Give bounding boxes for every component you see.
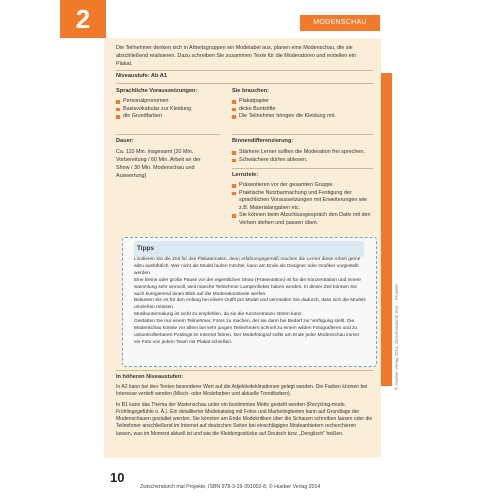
footer-credit: Zwischendurch mal Projekte, ISBN 978-3-19-391002-8, © Hueber Verlag 2014 xyxy=(140,484,321,490)
needs-heading: Sie brauchen: xyxy=(232,88,269,94)
needs-list xyxy=(232,98,372,121)
divider xyxy=(232,168,373,169)
prereq-heading: Sprachliche Voraussetzungen: xyxy=(116,88,198,94)
differentiation-list xyxy=(232,149,372,164)
side-credit: © Hueber Verlag 2014, Zwischendurch mal ... Projekte xyxy=(394,284,399,390)
goals-heading: Lernziele: xyxy=(232,172,259,178)
differentiation-heading: Binnendifferenzierung: xyxy=(232,138,294,144)
list-item: Praktische Nutzbarmachung und Festigung der sprachlichen Voraussetzungen mit Erweiterungen wie z.B. Materialangaben etc. xyxy=(232,190,372,213)
list-item: Sie können beim Abschlussgespräch den Dativ mit den Verben stehen und passen üben. xyxy=(232,212,372,227)
list-item: die Grundfarben xyxy=(116,113,226,121)
tips-text: Limitieren Sie die Zeit für das Plakatemalen, denn erfahrungsgemäß machen die Lerner diese Arbeit gerne allzu ausführlich. Wer nicht als Model laufen möchte, kann am Ende als Designer oder Grafiker vorgestellt werden. Eine kleine oder große Pause vor der eigentlichen Show (Präsentation) ist für die Konzentration und innere Sammlung sehr sinnvoll, weil manche Teilnehmer Lampenfieber haben werden. In dieser Zeit können Sie auch korrigierend einen Blick auf die Moderationstexte werfen. Belassen Sie es für den Anfang bei einem Outfit pro Model und vermeiden Sie dadurch, dass sich die Models umziehen müssen. Musikuntermalung ist nicht zu empfehlen, da sie die Konzentration stören kann. Gestatten Sie nur einem Teilnehmer, Fotos zu machen, der sie dann bei Bedarf zur Verfügung stellt. Die Modenschau könnte vor allem bei sehr jungen Teilnehmern schnell zu einem wilden Fotografieren und zu unkontrollierbaren Postings im Internet führen. Der Modefotograf sollte am Ende jeder Modenschau immer ein Foto von jedem Team mit Plakat schießen. xyxy=(134,257,366,345)
divider xyxy=(116,370,373,371)
divider xyxy=(116,83,373,84)
duration-text: Ca. 110 Min. insgesamt (20 Min. Vorbereitung / 60 Min. Arbeit an der Show / 30 Min. Modenschau und Auswertung) xyxy=(116,149,201,179)
list-item: Plakatpapier xyxy=(232,98,372,106)
divider xyxy=(116,134,220,135)
intro-text: Die Teilnehmer denken sich in Arbeitsgruppen ein Modelabel aus, planen eine Modenschau, die sie abschließend realisieren. Dazu schreiben Sie zusammen Texte für die Moderatoren und erstellen ein Plakat. xyxy=(116,45,356,67)
prereq-list xyxy=(116,98,226,121)
higher-levels-text: In A2 kann bei den Texten besonderer Wert auf die Adjektivdeklinationen gelegt werden. Die Farben können bei Interesse vertieft werden (Misch- oder Modefarben und aktuelle Trendfarben). In B1 kann das Thema der Modenschau unter ein bestimmtes Motto gestellt werden (Recycling-mode, Frühlingsgefühle o. Ä.). Ein detaillierter Modekatalog mit Fotos und Marketingtexten kann auf Grundlage der Modenschauen gestaltet werden. Sie könnten am Ende Modekritiken über die Schauen schreiben lassen oder die Teilnehmer anschließend im Internet auf deutschen Seiten bei einschlägigen Modeanbietern recherchieren lassen, was im Moment aktuell ist und wie die Kleidungsstücke auf Deutsch bzw. „Denglisch" heißen. xyxy=(116,384,373,437)
goals-list xyxy=(232,182,372,228)
sidebar-strip xyxy=(381,73,392,386)
section-label: MODENSCHAU xyxy=(300,15,380,31)
list-item: Basisvokabular zur Kleidung xyxy=(116,106,226,114)
list-item: Die Teilnehmer bringen die Kleidung mit. xyxy=(232,113,372,121)
tips-heading: Tipps xyxy=(137,245,154,252)
list-item: Personalpronomen xyxy=(116,98,226,106)
level-heading: Niveaustufe: Ab A1 xyxy=(116,73,167,79)
list-item: dicke Buntstifte xyxy=(232,106,372,114)
list-item: Stärkere Lerner sollten die Moderation frei sprechen. xyxy=(232,149,372,157)
divider xyxy=(232,134,373,135)
list-item: Präsentieren vor der gesamten Gruppe. xyxy=(232,182,372,190)
higher-levels-heading: In höheren Niveaustufen: xyxy=(116,374,184,380)
list-item: Schwächere dürfen ablesen. xyxy=(232,157,372,165)
divider xyxy=(116,70,373,71)
duration-heading: Dauer: xyxy=(116,138,134,144)
tips-header-bar xyxy=(134,241,364,257)
chapter-number: 2 xyxy=(60,0,106,38)
page-number: 10 xyxy=(110,470,125,485)
